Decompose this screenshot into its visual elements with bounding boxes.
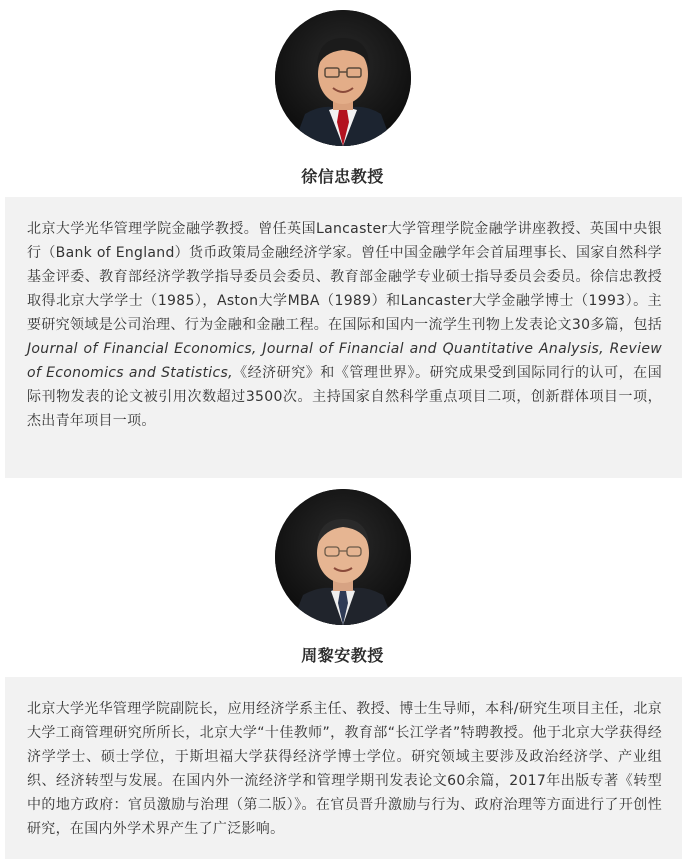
portrait-photo-icon bbox=[275, 10, 411, 146]
bio-text-part-1: 北京大学光华管理学院金融学教授。曾任英国Lancaster大学管理学院金融学讲座教授、英国中央银行（Bank of England）货币政策局金融经济学家。曾任中国金融学年会首届理事长、国家自然科学基金评委、教育部经济学教学指导委员会委员、教育部金融学专业硕士指导委员会委员。徐信忠教授取得北京大学学士（1985），Aston大学MBA（1989）和Lancaster大学金融学博士（1993）。主要研究领域是公司治理、行为金融和金融工程。在国际和国内一流学生刊物上发表论文30多篇，包括 bbox=[27, 221, 662, 333]
profile-bio-box-zhou bbox=[5, 677, 682, 859]
portrait-photo-icon bbox=[275, 489, 411, 625]
bio-journal-list: Journal of Financial Economics, Journal of Financial and Quantitative Analysis, Review of Economics and Statistics, bbox=[27, 341, 662, 381]
profile-photo-zhou bbox=[275, 489, 411, 625]
bio-text-part-3: 《经济研究》和《管理世界》。研究成果受到国际同行的认可，在国际刊物发表的论文被引用次数超过3500次。主持国家自然科学重点项目二项，创新群体项目一项，杰出青年项目一项。 bbox=[27, 365, 662, 429]
profile-bio-xu bbox=[27, 217, 662, 433]
profile-photo-xu bbox=[275, 10, 411, 146]
profile-bio-zhou: 北京大学光华管理学院副院长，应用经济学系主任、教授、博士生导师，本科/研究生项目主任，北京大学工商管理研究所所长，北京大学“十佳教师”，教育部“长江学者”特聘教授。他于北京大学获得经济学学士、硕士学位，于斯坦福大学获得经济学博士学位。研究领域主要涉及政治经济学、产业组织、经济转型与发展。在国内外一流经济学和管理学期刊发表论文60余篇，2017年出版专著《转型中的地方政府：官员激励与治理（第二版）》。在官员晋升激励与行为、政府治理等方面进行了开创性研究，在国内外学术界产生了广泛影响。 bbox=[27, 701, 662, 837]
profile-name-xu: 徐信忠教授 bbox=[301, 167, 384, 186]
profile-bio-box-xu bbox=[5, 197, 682, 478]
profile-name-zhou: 周黎安教授 bbox=[301, 646, 384, 665]
